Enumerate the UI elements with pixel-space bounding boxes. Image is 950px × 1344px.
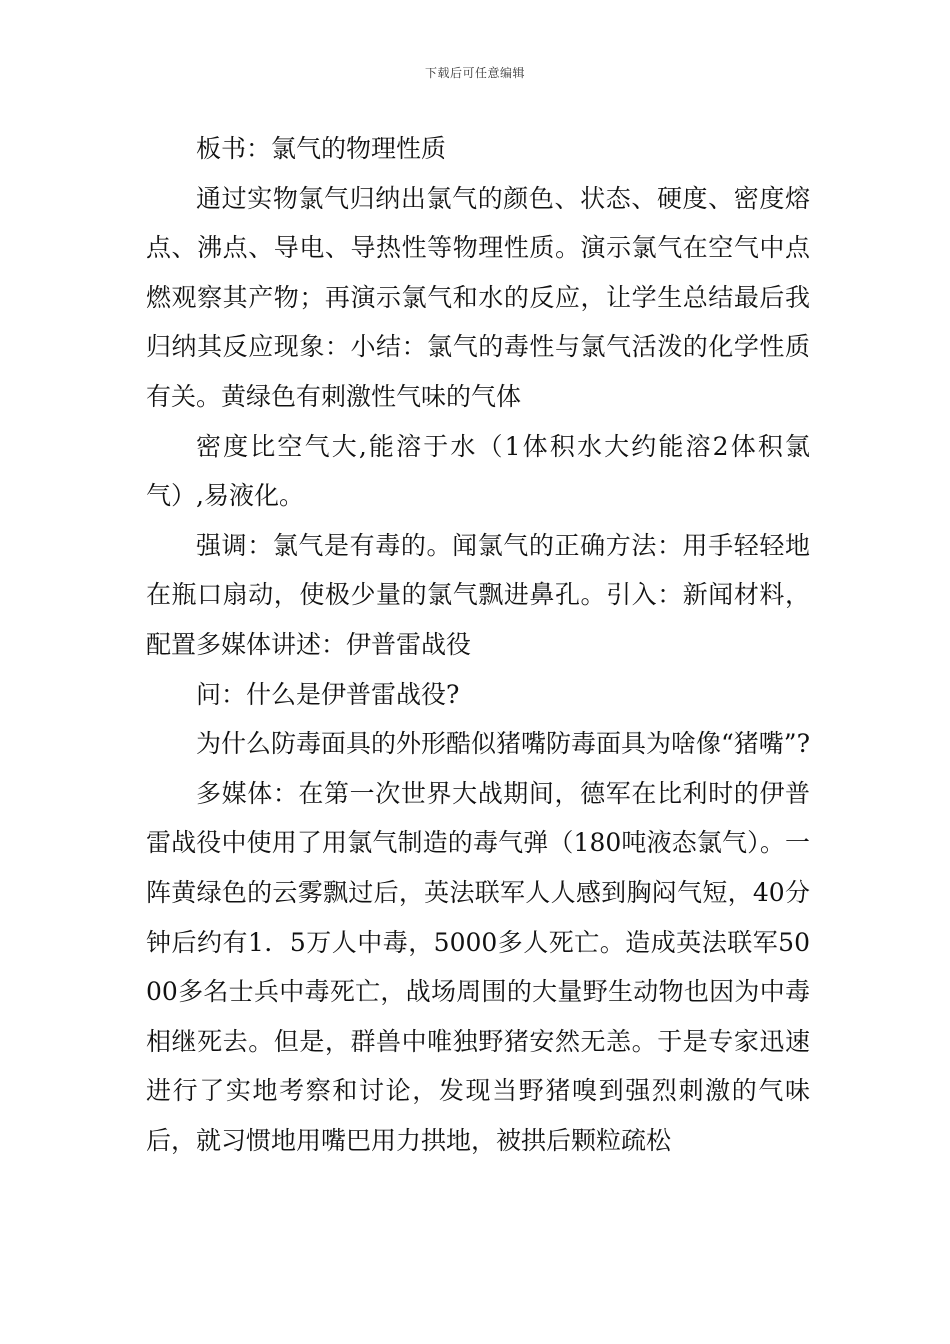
- paragraph-multimedia: 多媒体：在第一次世界大战期间，德军在比利时的伊普雷战役中使用了用氯气制造的毒气弹（180吨液态氯气）。一阵黄绿色的云雾飘过后，英法联军人人感到胸闷气短，40分钟后约有1．5万人中毒，5000多人死亡。造成英法联军5000多名士兵中毒死亡，战场周围的大量野生动物也因为中毒相继死去。但是，群兽中唯独野猪安然无恙。于是专家迅速进行了实地考察和讨论，发现当野猪嗅到强烈刺激的气味后，就习惯地用嘴巴用力拱地，被拱后颗粒疏松: [146, 778, 810, 1155]
- paragraph-physical-properties: 通过实物氯气归纳出氯气的颜色、状态、硬度、密度熔点、沸点、导电、导热性等物理性质。演示氯气在空气中点燃观察其产物；再演示氯气和水的反应，让学生总结最后我归纳其反应现象：小结：氯气的毒性与氯气活泼的化学性质有关。黄绿色有刺激性气味的气体: [146, 183, 810, 411]
- page-header: 下载后可任意编辑: [424, 66, 525, 80]
- paragraph-emphasis: 强调：氯气是有毒的。闻氯气的正确方法：用手轻轻地在瓶口扇动，使极少量的氯气飘进鼻孔。引入：新闻材料，配置多媒体讲述：伊普雷战役: [146, 530, 810, 659]
- paragraph-blackboard-title: 板书：氯气的物理性质: [196, 134, 447, 163]
- document-body: [146, 124, 810, 1165]
- paragraph-question: 问：什么是伊普雷战役?: [196, 679, 460, 709]
- paragraph-gas-mask: 为什么防毒面具的外形酷似猪嘴防毒面具为啥像“猪嘴”?: [196, 729, 810, 759]
- paragraph-density: 密度比空气大,能溶于水（1体积水大约能溶2体积氯气）,易液化。: [146, 431, 810, 511]
